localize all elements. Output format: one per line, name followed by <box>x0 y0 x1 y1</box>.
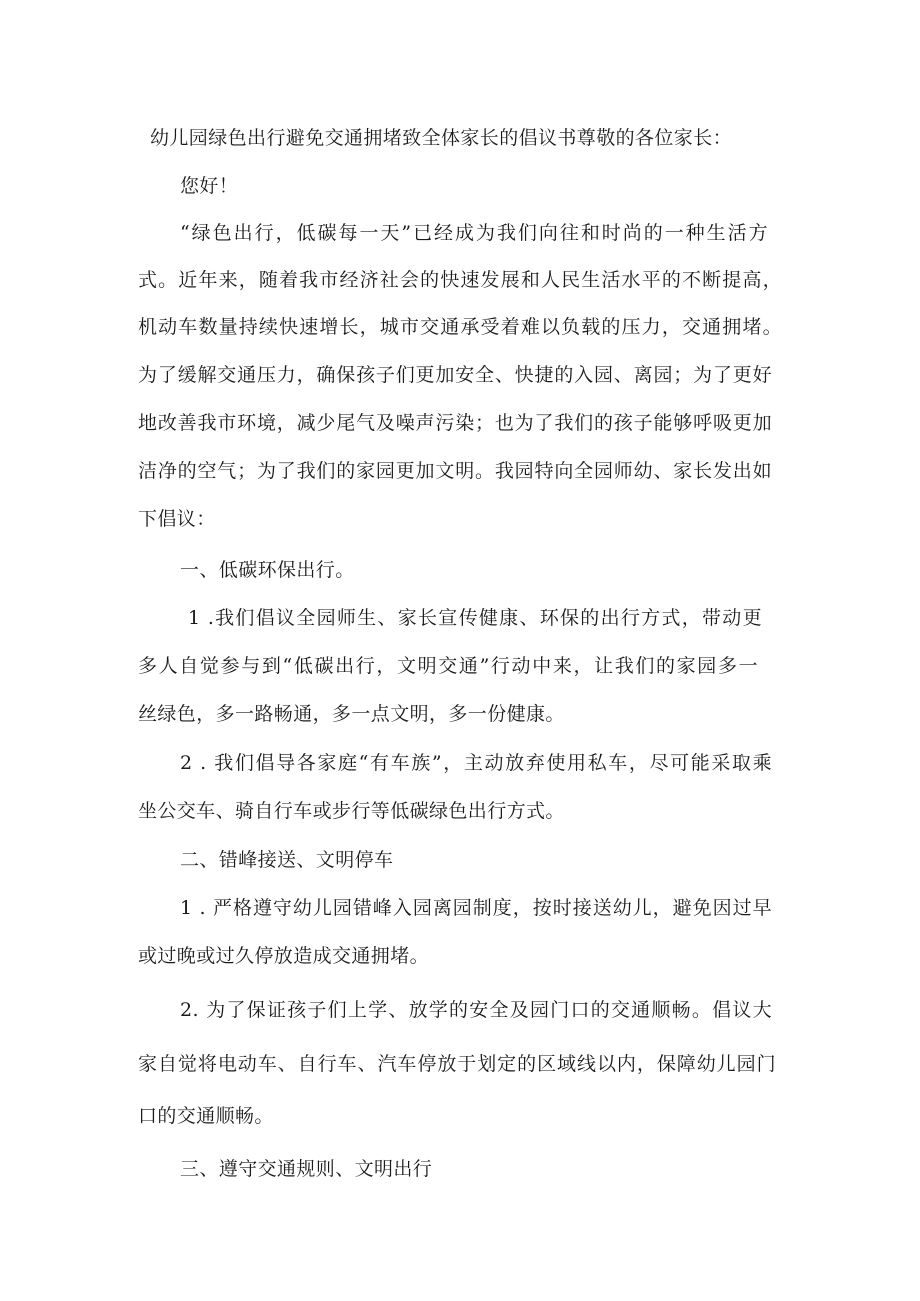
item-line: 家自觉将电动车、自行车、汽车停放于划定的区域线以内，保障幼儿园门 <box>138 1053 776 1075</box>
intro-line: 为了缓解交通压力，确保孩子们更加安全、快捷的入园、离园；为了更好 <box>138 364 772 386</box>
item-line: 2. 为了保证孩子们上学、放学的安全及园门口的交通顺畅。倡议大 <box>180 999 772 1021</box>
intro-line: 下倡议： <box>138 508 216 530</box>
section-heading-2: 二、错峰接送、文明停车 <box>180 849 394 871</box>
intro-line: 洁净的空气；为了我们的家园更加文明。我园特向全园师幼、家长发出如 <box>138 460 772 482</box>
item-line: 1 .我们倡议全园师生、家长宣传健康、环保的出行方式，带动更 <box>188 607 762 629</box>
item-line: 2 . 我们倡导各家庭“有车族”，主动放弃使用私车，尽可能采取乘 <box>180 752 772 774</box>
section-heading-3: 三、遵守交通规则、文明出行 <box>180 1158 433 1180</box>
item-line: 坐公交车、骑自行车或步行等低碳绿色出行方式。 <box>138 800 565 822</box>
intro-line: 机动车数量持续快速增长，城市交通承受着难以负载的压力，交通拥堵。 <box>138 316 782 338</box>
intro-line: 地改善我市环境，减少尾气及噪声污染；也为了我们的孩子能够呼吸更加 <box>138 412 772 434</box>
greeting: 您好！ <box>180 175 239 197</box>
intro-line: “绿色出行，低碳每一天”已经成为我们向往和时尚的一种生活方 <box>180 222 768 244</box>
item-line: 1 . 严格遵守幼儿园错峰入园离园制度，按时接送幼儿，避免因过早 <box>180 897 772 919</box>
document-title: 幼儿园绿色出行避免交通拥堵致全体家长的倡议书尊敬的各位家长： <box>150 127 733 149</box>
item-line: 多人自觉参与到“低碳出行，文明交通”行动中来，让我们的家园多一 <box>138 655 758 677</box>
item-line: 口的交通顺畅。 <box>138 1105 274 1127</box>
item-line: 或过晚或过久停放造成交通拥堵。 <box>138 945 430 967</box>
section-heading-1: 一、低碳环保出行。 <box>180 559 355 581</box>
intro-line: 式。近年来，随着我市经济社会的快速发展和人民生活水平的不断提高， <box>138 269 782 291</box>
item-line: 丝绿色，多一路畅通，多一点文明，多一份健康。 <box>138 703 565 725</box>
